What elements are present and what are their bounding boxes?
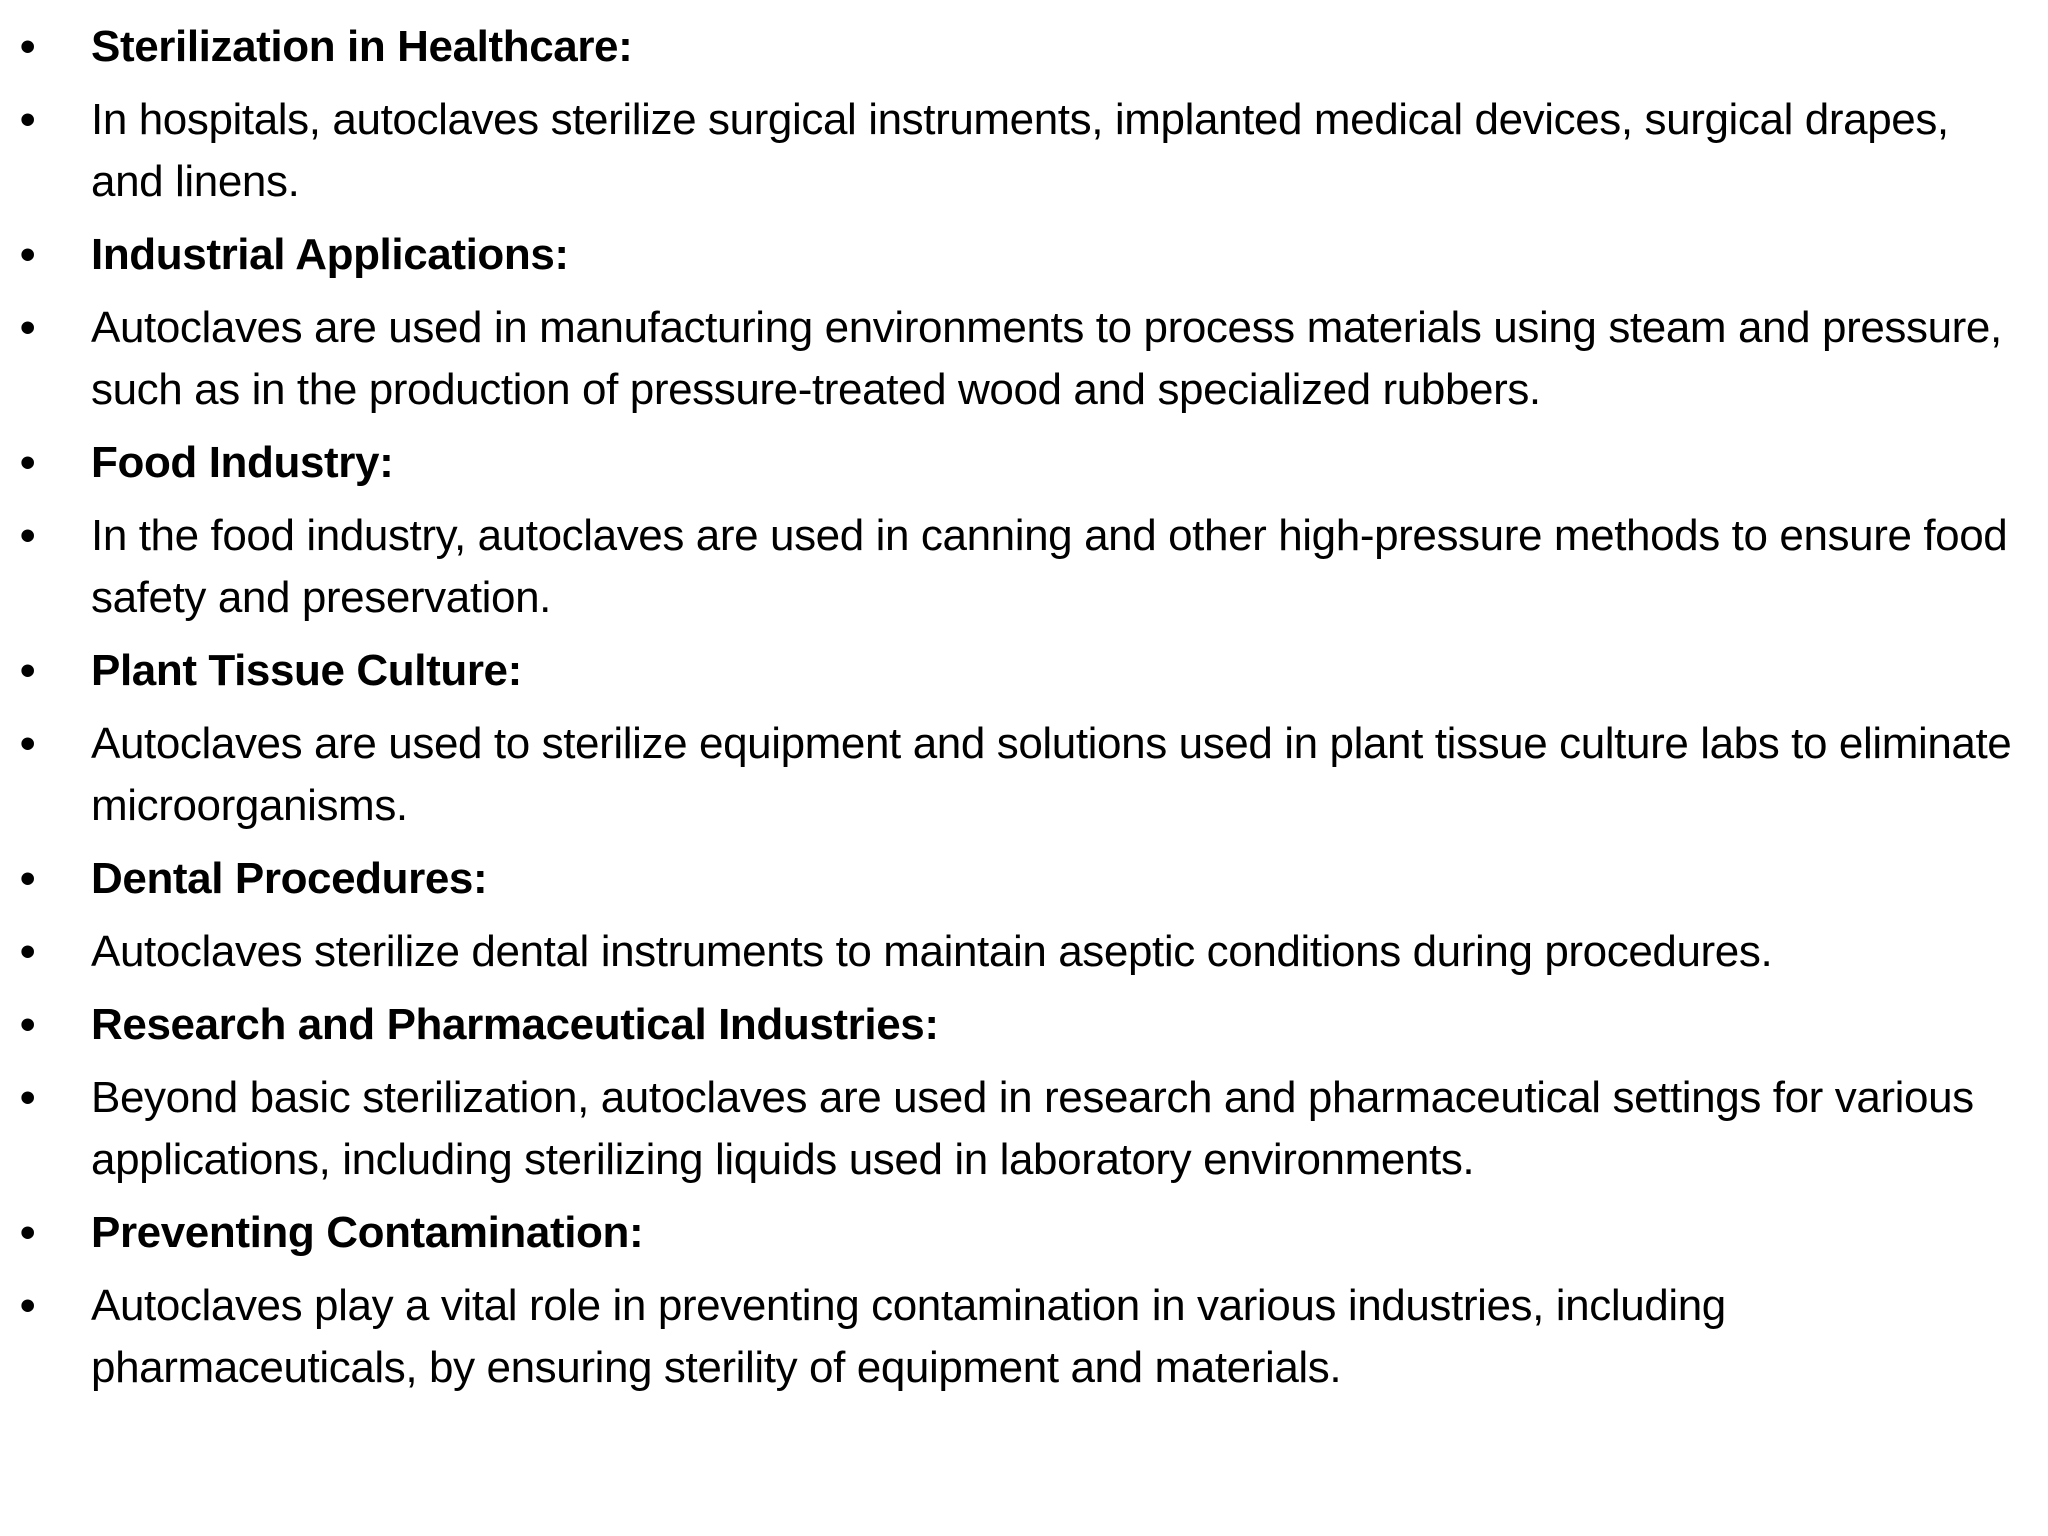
list-item bbox=[20, 89, 2030, 213]
list-item-text: Autoclaves are used in manufacturing environments to process materials using steam and pressure, such as in the production of pressure-treated wood and specialized rubbers. bbox=[91, 303, 2002, 414]
bullet-icon: • bbox=[20, 438, 36, 487]
list-item-text: Autoclaves play a vital role in preventing contamination in various industries, including pharmaceuticals, by ensuring sterility of equipment and materials. bbox=[91, 1281, 1726, 1392]
list-item bbox=[20, 297, 2030, 421]
list-item-text: Industrial Applications: bbox=[91, 230, 569, 279]
list-item-text: Sterilization in Healthcare: bbox=[91, 22, 633, 71]
bullet-icon: • bbox=[20, 646, 36, 695]
bullet-icon: • bbox=[20, 854, 36, 903]
list-item-text: Autoclaves sterilize dental instruments to maintain aseptic conditions during procedures. bbox=[91, 927, 1773, 976]
list-item-text: Dental Procedures: bbox=[91, 854, 488, 903]
bullet-list bbox=[20, 16, 2030, 1410]
list-item-heading-dental-procedures bbox=[20, 848, 2030, 910]
list-item-heading-industrial-applications bbox=[20, 224, 2030, 286]
list-item-heading-preventing-contamination bbox=[20, 1202, 2030, 1264]
bullet-icon: • bbox=[20, 1000, 36, 1049]
list-item-text: Research and Pharmaceutical Industries: bbox=[91, 1000, 939, 1049]
list-item bbox=[20, 1067, 2030, 1191]
bullet-icon: • bbox=[20, 95, 36, 144]
bullet-icon: • bbox=[20, 719, 36, 768]
list-item bbox=[20, 921, 2030, 983]
list-item-text: In hospitals, autoclaves sterilize surgical instruments, implanted medical devices, surgical drapes, and linens. bbox=[91, 95, 1949, 206]
list-item-text: Beyond basic sterilization, autoclaves are used in research and pharmaceutical settings for various applications, including sterilizing liquids used in laboratory environments. bbox=[91, 1073, 1974, 1184]
list-item-text: Plant Tissue Culture: bbox=[91, 646, 522, 695]
list-item-heading-research-pharmaceutical bbox=[20, 994, 2030, 1056]
list-item bbox=[20, 713, 2030, 837]
list-item-heading-sterilization-healthcare bbox=[20, 16, 2030, 78]
list-item bbox=[20, 505, 2030, 629]
bullet-icon: • bbox=[20, 511, 36, 560]
list-item bbox=[20, 1275, 2030, 1399]
bullet-icon: • bbox=[20, 1281, 36, 1330]
bullet-icon: • bbox=[20, 1208, 36, 1257]
bullet-icon: • bbox=[20, 927, 36, 976]
list-item-text: Preventing Contamination: bbox=[91, 1208, 644, 1257]
bullet-icon: • bbox=[20, 303, 36, 352]
list-item-text: In the food industry, autoclaves are used in canning and other high-pressure methods to ensure food safety and preservation. bbox=[91, 511, 2008, 622]
bullet-icon: • bbox=[20, 1073, 36, 1122]
bullet-icon: • bbox=[20, 230, 36, 279]
list-item-text: Autoclaves are used to sterilize equipment and solutions used in plant tissue culture labs to eliminate microorganisms. bbox=[91, 719, 2012, 830]
list-item-heading-plant-tissue-culture bbox=[20, 640, 2030, 702]
list-item-heading-food-industry bbox=[20, 432, 2030, 494]
list-item-text: Food Industry: bbox=[91, 438, 394, 487]
bullet-icon: • bbox=[20, 22, 36, 71]
